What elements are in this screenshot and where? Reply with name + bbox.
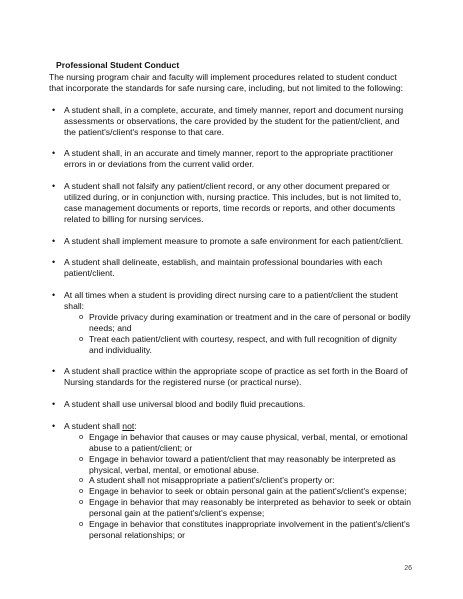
list-item: • A student shall delineate, establish, and maintain professional boundaries with each patient/client. [49,257,412,279]
intro-paragraph: The nursing program chair and faculty will implement procedures related to student conduct that incorporate the standards for safe nursing care, including, but not limited to the following: [49,71,403,93]
list-item [49,290,412,355]
sub-list-item: o Engage in behavior that constitutes inappropriate involvement in the patient's/client's personal relationships; or [79,519,412,541]
sub-list-item: o Engage in behavior that causes or may cause physical, verbal, mental, or emotional abuse to a patient/client; or [79,432,412,454]
underlined-not: not [122,420,135,431]
sub-list-item: o Engage in behavior toward a patient/client that may reasonably be interpreted as physical, verbal, mental, or emotional abuse. [79,454,412,476]
sub-list-item: o Provide privacy during examination or treatment and in the care of personal or bodily needs; and [79,312,412,334]
list-item-text-prefix: A student shall [64,420,123,431]
section-heading: Professional Student Conduct [56,60,180,70]
list-item-text: At all times when a student is providing direct nursing care to a patient/client the student shall: [64,290,398,311]
sub-list-item: o Treat each patient/client with courtesy, respect, and with full recognition of dignity and individuality. [79,334,412,356]
page-number: 26 [404,565,412,572]
list-item: • A student shall use universal blood and bodily fluid precautions. [49,399,412,410]
sub-list-item: o Engage in behavior to seek or obtain personal gain at the patient's/client's expense; [79,486,412,497]
list-item: • A student shall implement measure to promote a safe environment for each patient/client. [49,236,412,247]
sub-list [64,432,412,541]
sub-list [64,312,412,356]
list-item [49,421,412,541]
list-item: • A student shall not falsify any patient/client record, or any other document prepared or utilized during, or in conjunction with, nursing practice. This includes, but is not limited to, case management documents or reports, time records or reports, and other documents related to billing for nursing services. [49,181,412,225]
list-item: • A student shall practice within the appropriate scope of practice as set forth in the Board of Nursing standards for the registered nurse (or practical nurse). [49,366,412,388]
list-item: • A student shall, in an accurate and timely manner, report to the appropriate practitioner errors in or deviations from the current valid order. [49,148,412,170]
sub-list-item: o A student shall not misappropriate a patient's/client's property or: [79,475,412,486]
conduct-list [49,105,412,541]
document-body [49,60,412,552]
sub-list-item: o Engage in behavior that may reasonably be interpreted as behavior to seek or obtain personal gain at the patient's/client's expense; [79,497,412,519]
list-item: • A student shall, in a complete, accurate, and timely manner, report and document nursing assessments or observations, the care provided by the student for the patient/client, and the patient's/client's response to that care. [49,105,412,138]
list-item-text-suffix: : [134,420,137,431]
